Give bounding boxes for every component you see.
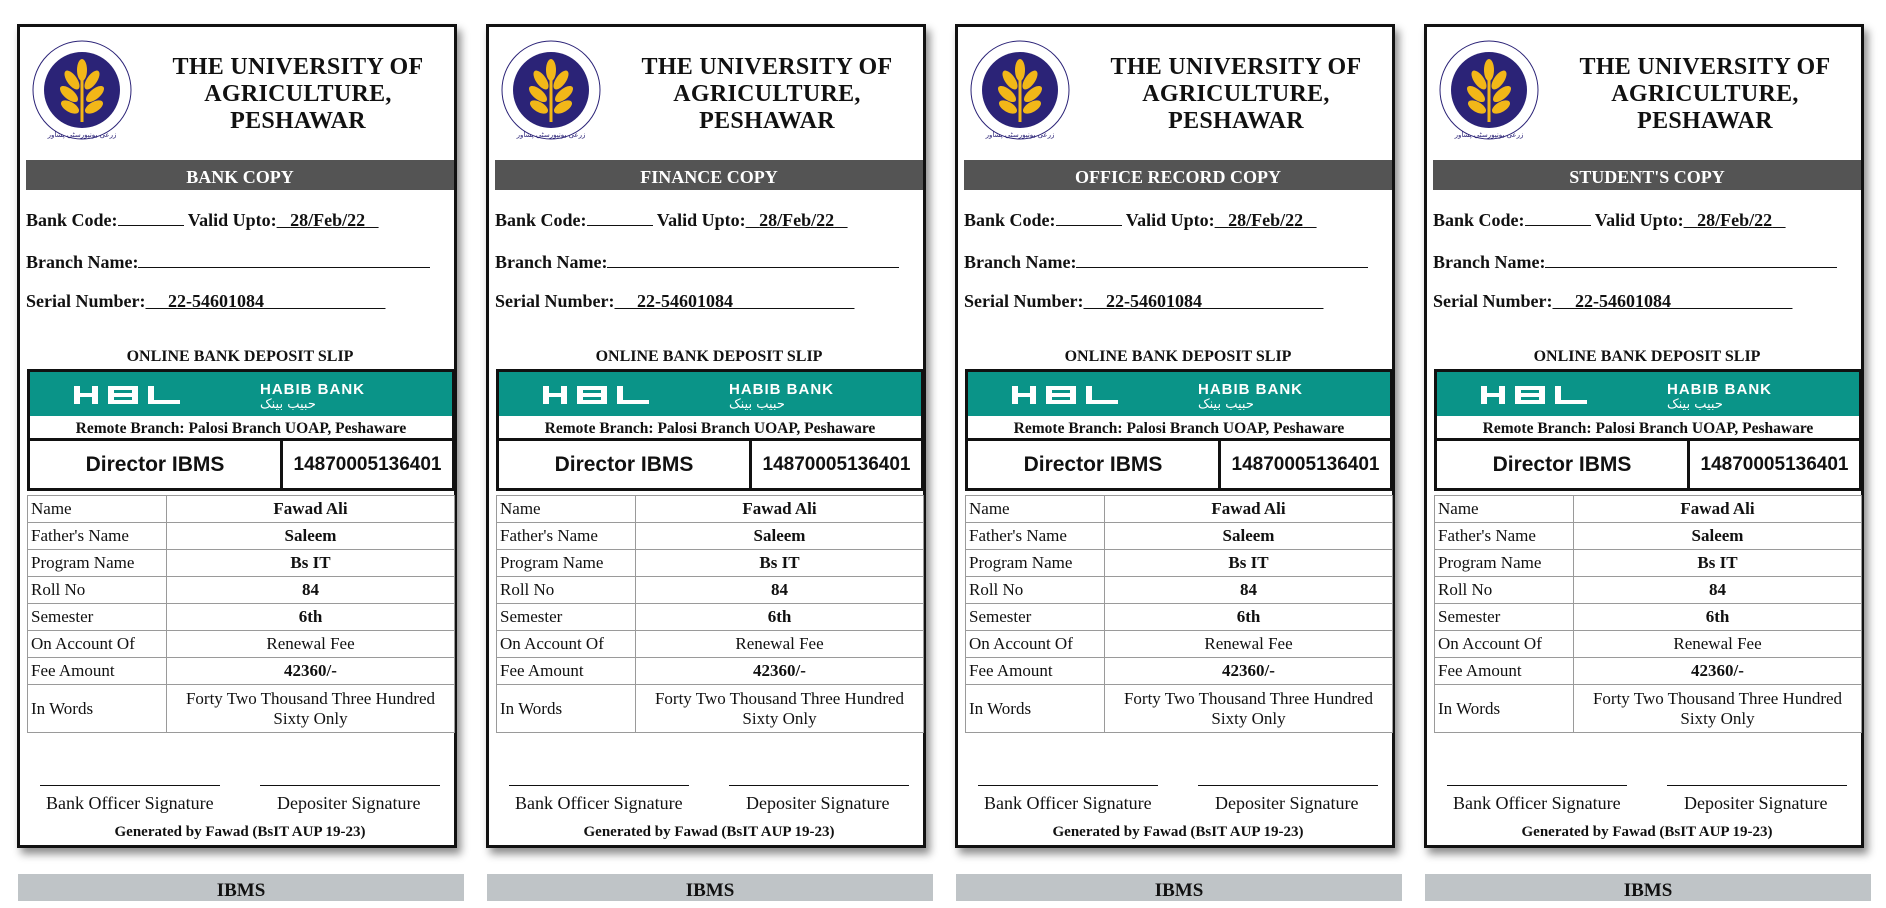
bank-code-blank [1056, 207, 1122, 226]
copy-type-banner: STUDENT'S COPY [1433, 160, 1861, 190]
university-name-line2: AGRICULTURE, PESHAWAR [673, 81, 861, 134]
table-row [497, 685, 924, 733]
valid-upto-value [1684, 210, 1786, 230]
hbl-logo-icon [1481, 386, 1631, 404]
serial-row [495, 291, 854, 312]
university-name [138, 54, 458, 135]
remote-branch: Remote Branch: Palosi Branch UOAP, Peshaware [30, 416, 452, 441]
deposit-slip-title: ONLINE BANK DEPOSIT SLIP [126, 348, 354, 365]
father-name-value: Saleem [1574, 523, 1862, 550]
table-row [497, 631, 924, 658]
table-row [966, 550, 1393, 577]
roll-label: Roll No [497, 577, 636, 604]
name-label: Name [28, 496, 167, 523]
branch-row [495, 249, 899, 273]
ibms-footer-bar: IBMS [18, 874, 464, 901]
semester-value: 6th [1105, 604, 1393, 631]
depositer-signature-label: Depositer Signature [746, 793, 890, 813]
bank-officer-signature-label: Bank Officer Signature [1453, 793, 1621, 813]
branch-row [1433, 249, 1837, 273]
hbl-logo-icon [543, 386, 693, 404]
serial-number-value [1083, 291, 1323, 311]
bank-code-blank [587, 207, 653, 226]
branch-name-label: Branch Name: [1433, 252, 1546, 272]
depositer-signature-line [260, 785, 440, 786]
table-row [1435, 658, 1862, 685]
university-name [1076, 54, 1396, 135]
deposit-slip-title: ONLINE BANK DEPOSIT SLIP [595, 348, 823, 365]
branch-name-blank [1545, 249, 1837, 268]
table-row [1435, 496, 1862, 523]
account-of-value: Renewal Fee [1574, 631, 1862, 658]
fee-slip-3 [955, 24, 1395, 848]
svg-text:زرعی یونیورسٹی پشاور: زرعی یونیورسٹی پشاور [516, 131, 586, 139]
account-of-label: On Account Of [966, 631, 1105, 658]
bank-code-row [26, 207, 379, 231]
valid-upto-date: 28/Feb/22 [1697, 210, 1773, 230]
branch-name-label: Branch Name: [495, 252, 608, 272]
semester-value: 6th [167, 604, 455, 631]
account-of-value: Renewal Fee [167, 631, 455, 658]
table-row [1435, 685, 1862, 733]
serial-number-value [145, 291, 385, 311]
in-words-value: Forty Two Thousand Three Hundred Sixty Only [636, 685, 924, 733]
table-row [28, 496, 455, 523]
father-name-label: Father's Name [1435, 523, 1574, 550]
student-info-table [496, 495, 924, 733]
bank-officer-signature-line [509, 785, 689, 786]
bank-box [1434, 369, 1862, 491]
name-value: Fawad Ali [167, 496, 455, 523]
account-number: 14870005136401 [1700, 454, 1849, 475]
roll-value: 84 [1105, 577, 1393, 604]
habib-bank-name: HABIB BANK [729, 381, 834, 398]
father-name-value: Saleem [167, 523, 455, 550]
remote-branch: Remote Branch: Palosi Branch UOAP, Peshaware [499, 416, 921, 441]
payee-name: Director IBMS [30, 441, 283, 488]
fee-amount-value: 42360/- [167, 658, 455, 685]
fee-amount-value: 42360/- [1574, 658, 1862, 685]
account-of-label: On Account Of [497, 631, 636, 658]
bank-box [965, 369, 1393, 491]
bank-code-row [495, 207, 848, 231]
habib-bank-urdu: حبیب بینک [1667, 397, 1723, 412]
bank-code-label: Bank Code: [1433, 210, 1525, 230]
university-name-line2: AGRICULTURE, PESHAWAR [1142, 81, 1330, 134]
branch-name-label: Branch Name: [964, 252, 1077, 272]
valid-upto-label: Valid Upto: [187, 210, 277, 230]
father-name-label: Father's Name [497, 523, 636, 550]
father-name-label: Father's Name [28, 523, 167, 550]
name-value: Fawad Ali [636, 496, 924, 523]
copy-type-banner: OFFICE RECORD COPY [964, 160, 1392, 190]
account-number: 14870005136401 [1231, 454, 1380, 475]
account-number: 14870005136401 [293, 454, 442, 475]
fee-amount-label: Fee Amount [966, 658, 1105, 685]
table-row [28, 604, 455, 631]
habib-bank-name: HABIB BANK [1667, 381, 1772, 398]
depositer-signature-label: Depositer Signature [1684, 793, 1828, 813]
fee-slip-4 [1424, 24, 1864, 848]
deposit-slip-title: ONLINE BANK DEPOSIT SLIP [1533, 348, 1761, 365]
bank-officer-signature-label: Bank Officer Signature [984, 793, 1152, 813]
name-label: Name [1435, 496, 1574, 523]
ibms-footer-bar: IBMS [956, 874, 1402, 901]
table-row [28, 631, 455, 658]
account-of-label: On Account Of [1435, 631, 1574, 658]
hbl-logo-icon [74, 386, 224, 404]
hbl-banner [1437, 372, 1859, 416]
serial-number-label: Serial Number: [1433, 291, 1553, 311]
program-value: Bs IT [1574, 550, 1862, 577]
depositer-signature-line [1198, 785, 1378, 786]
bank-box [27, 369, 455, 491]
slip-header [958, 27, 1392, 159]
remote-branch: Remote Branch: Palosi Branch UOAP, Peshaware [968, 416, 1390, 441]
habib-bank-name: HABIB BANK [260, 381, 365, 398]
fee-slip-1 [17, 24, 457, 848]
semester-label: Semester [1435, 604, 1574, 631]
generated-by: Generated by Fawad (BsIT AUP 19-23) [1521, 824, 1773, 840]
habib-bank-name: HABIB BANK [1198, 381, 1303, 398]
valid-upto-label: Valid Upto: [1125, 210, 1215, 230]
in-words-label: In Words [497, 685, 636, 733]
table-row [966, 523, 1393, 550]
university-logo-icon [1439, 40, 1539, 140]
in-words-value: Forty Two Thousand Three Hundred Sixty Only [167, 685, 455, 733]
serial-number-label: Serial Number: [26, 291, 146, 311]
table-row [28, 577, 455, 604]
serial-row [964, 291, 1323, 312]
branch-row [26, 249, 430, 273]
valid-upto-date: 28/Feb/22 [1228, 210, 1304, 230]
deposit-slip-title: ONLINE BANK DEPOSIT SLIP [1064, 348, 1292, 365]
valid-upto-value [746, 210, 848, 230]
serial-number-value [614, 291, 854, 311]
ibms-footer-bar: IBMS [487, 874, 933, 901]
fee-amount-value: 42360/- [1105, 658, 1393, 685]
habib-bank-urdu: حبیب بینک [260, 397, 316, 412]
fee-slip-2 [486, 24, 926, 848]
bank-code-row [964, 207, 1317, 231]
fee-amount-label: Fee Amount [497, 658, 636, 685]
table-row [497, 604, 924, 631]
semester-value: 6th [636, 604, 924, 631]
bank-officer-signature-line [1447, 785, 1627, 786]
semester-label: Semester [28, 604, 167, 631]
semester-label: Semester [966, 604, 1105, 631]
bank-officer-signature-line [978, 785, 1158, 786]
account-of-value: Renewal Fee [636, 631, 924, 658]
hbl-logo-icon [1012, 386, 1162, 404]
valid-upto-value [277, 210, 379, 230]
svg-text:زرعی یونیورسٹی پشاور: زرعی یونیورسٹی پشاور [1454, 131, 1524, 139]
in-words-value: Forty Two Thousand Three Hundred Sixty Only [1574, 685, 1862, 733]
bank-officer-signature-label: Bank Officer Signature [515, 793, 683, 813]
table-row [497, 658, 924, 685]
account-number: 14870005136401 [762, 454, 911, 475]
table-row [1435, 604, 1862, 631]
table-row [966, 604, 1393, 631]
father-name-value: Saleem [1105, 523, 1393, 550]
roll-value: 84 [1574, 577, 1862, 604]
roll-value: 84 [167, 577, 455, 604]
program-value: Bs IT [636, 550, 924, 577]
slip-header [1427, 27, 1861, 159]
table-row [966, 631, 1393, 658]
valid-upto-label: Valid Upto: [656, 210, 746, 230]
program-label: Program Name [497, 550, 636, 577]
university-logo-icon [32, 40, 132, 140]
table-row [28, 685, 455, 733]
name-value: Fawad Ali [1574, 496, 1862, 523]
branch-name-label: Branch Name: [26, 252, 139, 272]
roll-label: Roll No [1435, 577, 1574, 604]
university-name [607, 54, 927, 135]
in-words-value: Forty Two Thousand Three Hundred Sixty Only [1105, 685, 1393, 733]
ibms-footer-bar: IBMS [1425, 874, 1871, 901]
bank-code-label: Bank Code: [964, 210, 1056, 230]
bank-officer-signature-label: Bank Officer Signature [46, 793, 214, 813]
semester-label: Semester [497, 604, 636, 631]
table-row [1435, 577, 1862, 604]
copy-type-banner: BANK COPY [26, 160, 454, 190]
table-row [497, 577, 924, 604]
bank-code-blank [1525, 207, 1591, 226]
hbl-banner [499, 372, 921, 416]
semester-value: 6th [1574, 604, 1862, 631]
hbl-banner [30, 372, 452, 416]
table-row [1435, 631, 1862, 658]
bank-box [496, 369, 924, 491]
serial-number: 22-54601084 [636, 291, 733, 311]
serial-number: 22-54601084 [1574, 291, 1671, 311]
in-words-label: In Words [966, 685, 1105, 733]
habib-bank-urdu: حبیب بینک [729, 397, 785, 412]
branch-name-blank [138, 249, 430, 268]
father-name-label: Father's Name [966, 523, 1105, 550]
serial-number: 22-54601084 [1105, 291, 1202, 311]
account-of-value: Renewal Fee [1105, 631, 1393, 658]
bank-code-blank [118, 207, 184, 226]
name-label: Name [497, 496, 636, 523]
generated-by: Generated by Fawad (BsIT AUP 19-23) [583, 824, 835, 840]
branch-name-blank [607, 249, 899, 268]
svg-text:زرعی یونیورسٹی پشاور: زرعی یونیورسٹی پشاور [985, 131, 1055, 139]
branch-row [964, 249, 1368, 273]
bank-code-label: Bank Code: [495, 210, 587, 230]
remote-branch: Remote Branch: Palosi Branch UOAP, Peshaware [1437, 416, 1859, 441]
bank-code-label: Bank Code: [26, 210, 118, 230]
father-name-value: Saleem [636, 523, 924, 550]
fee-amount-label: Fee Amount [1435, 658, 1574, 685]
table-row [966, 658, 1393, 685]
program-label: Program Name [28, 550, 167, 577]
student-info-table [965, 495, 1393, 733]
university-name-line1: THE UNIVERSITY OF [1579, 54, 1831, 80]
bank-officer-signature-line [40, 785, 220, 786]
in-words-label: In Words [1435, 685, 1574, 733]
slip-header [20, 27, 454, 159]
valid-upto-label: Valid Upto: [1594, 210, 1684, 230]
name-label: Name [966, 496, 1105, 523]
university-logo-icon [970, 40, 1070, 140]
generated-by: Generated by Fawad (BsIT AUP 19-23) [1052, 824, 1304, 840]
serial-number-label: Serial Number: [964, 291, 1084, 311]
roll-label: Roll No [966, 577, 1105, 604]
copy-type-banner: FINANCE COPY [495, 160, 923, 190]
hbl-banner [968, 372, 1390, 416]
payee-name: Director IBMS [499, 441, 752, 488]
valid-upto-value [1215, 210, 1317, 230]
student-info-table [27, 495, 455, 733]
svg-text:زرعی یونیورسٹی پشاور: زرعی یونیورسٹی پشاور [47, 131, 117, 139]
in-words-label: In Words [28, 685, 167, 733]
depositer-signature-line [1667, 785, 1847, 786]
table-row [1435, 523, 1862, 550]
valid-upto-date: 28/Feb/22 [759, 210, 835, 230]
table-row [966, 685, 1393, 733]
valid-upto-date: 28/Feb/22 [290, 210, 366, 230]
payee-name: Director IBMS [968, 441, 1221, 488]
roll-value: 84 [636, 577, 924, 604]
table-row [1435, 550, 1862, 577]
university-name-line1: THE UNIVERSITY OF [1110, 54, 1362, 80]
program-value: Bs IT [167, 550, 455, 577]
habib-bank-urdu: حبیب بینک [1198, 397, 1254, 412]
university-name [1545, 54, 1865, 135]
roll-label: Roll No [28, 577, 167, 604]
university-name-line2: AGRICULTURE, PESHAWAR [204, 81, 392, 134]
table-row [28, 658, 455, 685]
student-info-table [1434, 495, 1862, 733]
serial-number-label: Serial Number: [495, 291, 615, 311]
name-value: Fawad Ali [1105, 496, 1393, 523]
program-value: Bs IT [1105, 550, 1393, 577]
fee-amount-value: 42360/- [636, 658, 924, 685]
university-name-line1: THE UNIVERSITY OF [172, 54, 424, 80]
table-row [966, 577, 1393, 604]
table-row [28, 523, 455, 550]
table-row [497, 550, 924, 577]
serial-number: 22-54601084 [167, 291, 264, 311]
branch-name-blank [1076, 249, 1368, 268]
serial-row [1433, 291, 1792, 312]
depositer-signature-label: Depositer Signature [1215, 793, 1359, 813]
university-name-line2: AGRICULTURE, PESHAWAR [1611, 81, 1799, 134]
program-label: Program Name [1435, 550, 1574, 577]
table-row [497, 496, 924, 523]
program-label: Program Name [966, 550, 1105, 577]
serial-row [26, 291, 385, 312]
university-logo-icon [501, 40, 601, 140]
slip-header [489, 27, 923, 159]
university-name-line1: THE UNIVERSITY OF [641, 54, 893, 80]
bank-code-row [1433, 207, 1786, 231]
payee-name: Director IBMS [1437, 441, 1690, 488]
serial-number-value [1552, 291, 1792, 311]
fee-amount-label: Fee Amount [28, 658, 167, 685]
table-row [28, 550, 455, 577]
table-row [966, 496, 1393, 523]
generated-by: Generated by Fawad (BsIT AUP 19-23) [114, 824, 366, 840]
account-of-label: On Account Of [28, 631, 167, 658]
table-row [497, 523, 924, 550]
depositer-signature-label: Depositer Signature [277, 793, 421, 813]
depositer-signature-line [729, 785, 909, 786]
